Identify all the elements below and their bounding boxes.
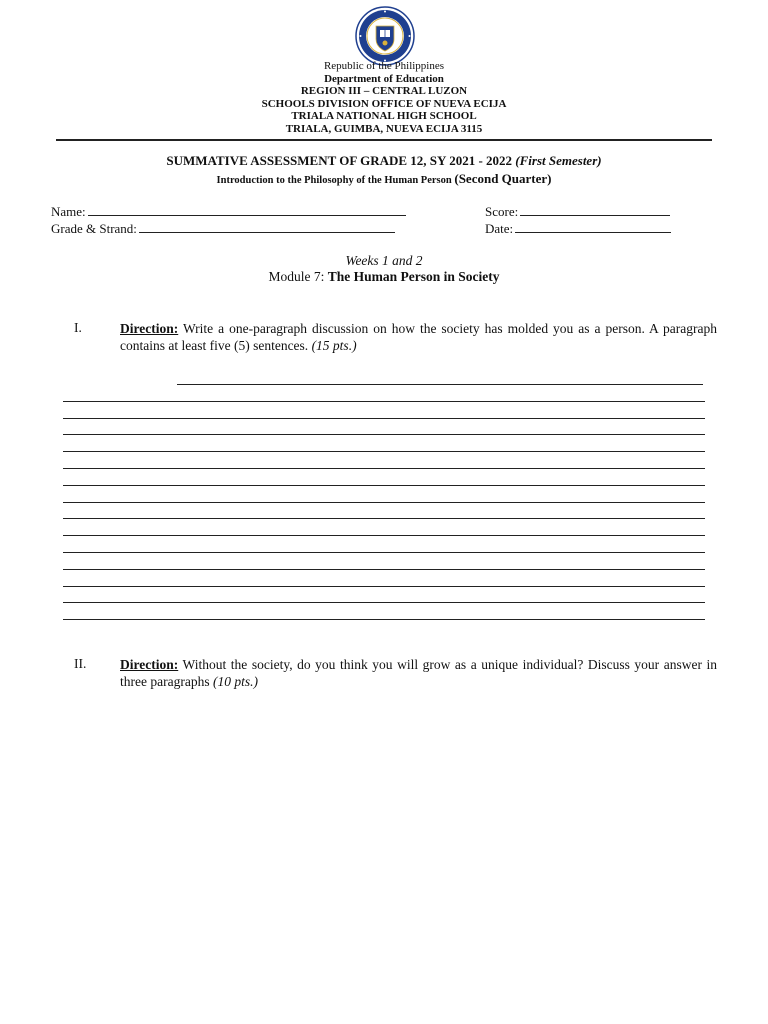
answer-line[interactable] bbox=[63, 468, 705, 469]
question-2-text bbox=[120, 656, 717, 690]
module-prefix: Module 7: bbox=[268, 269, 325, 284]
question-2-direction-label: Direction: bbox=[120, 657, 179, 672]
deped-seal-logo bbox=[355, 6, 415, 66]
answer-line[interactable] bbox=[63, 569, 705, 570]
school-text: TRIALA NATIONAL HIGH SCHOOL bbox=[291, 110, 477, 123]
grade-strand-field[interactable] bbox=[51, 220, 395, 237]
answer-line[interactable] bbox=[63, 535, 705, 536]
assessment-subtitle bbox=[0, 171, 768, 187]
answer-line[interactable] bbox=[63, 518, 705, 519]
question-1-number: I. bbox=[74, 320, 82, 335]
quarter-text: (Second Quarter) bbox=[454, 171, 552, 186]
grade-strand-label: Grade & Strand: bbox=[51, 221, 137, 236]
name-blank[interactable] bbox=[88, 203, 406, 216]
letterhead bbox=[0, 60, 768, 136]
score-field[interactable] bbox=[485, 203, 670, 220]
address-text: TRIALA, GUIMBA, NUEVA ECIJA 3115 bbox=[285, 122, 483, 135]
republic-text: Republic of the Philippines bbox=[323, 60, 445, 72]
title-main: SUMMATIVE ASSESSMENT OF GRADE 12, SY 2021 - 2022 bbox=[166, 153, 513, 168]
date-blank[interactable] bbox=[515, 220, 671, 233]
answer-line[interactable] bbox=[63, 418, 705, 419]
department-text: Department of Education bbox=[324, 72, 444, 85]
module-title: The Human Person in Society bbox=[327, 269, 500, 284]
header-divider bbox=[56, 139, 712, 141]
answer-line[interactable] bbox=[63, 619, 705, 620]
division-text: SCHOOLS DIVISION OFFICE OF NUEVA ECIJA bbox=[261, 97, 507, 110]
answer-line[interactable] bbox=[63, 451, 705, 452]
grade-strand-blank[interactable] bbox=[139, 220, 395, 233]
answer-line[interactable] bbox=[63, 552, 705, 553]
question-1-body: Write a one-paragraph discussion on how the society has molded you as a person. A paragraph contains at least five (5) sentences. bbox=[120, 321, 717, 353]
name-field[interactable] bbox=[51, 203, 406, 220]
name-label: Name: bbox=[51, 204, 86, 219]
question-1-text bbox=[120, 320, 717, 354]
date-field[interactable] bbox=[485, 220, 671, 237]
date-label: Date: bbox=[485, 221, 514, 236]
answer-line[interactable] bbox=[63, 401, 705, 402]
weeks-text: Weeks 1 and 2 bbox=[345, 253, 423, 268]
answer-line[interactable] bbox=[63, 434, 705, 435]
assessment-title bbox=[0, 153, 768, 169]
question-2-body: Without the society, do you think you will grow as a unique individual? Discuss your answer in three paragraphs bbox=[120, 657, 717, 689]
answer-line[interactable] bbox=[63, 502, 705, 503]
answer-line[interactable] bbox=[63, 586, 705, 587]
question-1-direction-label: Direction: bbox=[120, 321, 179, 336]
subject-text: Introduction to the Philosophy of the Human Person bbox=[216, 175, 452, 186]
module-heading bbox=[0, 269, 768, 285]
answer-line[interactable] bbox=[63, 485, 705, 486]
question-2-points: (10 pts.) bbox=[212, 674, 258, 689]
score-label: Score: bbox=[485, 204, 519, 219]
question-2-number: II. bbox=[74, 656, 87, 671]
question-1-points: (15 pts.) bbox=[311, 338, 357, 353]
answer-line[interactable] bbox=[177, 384, 703, 385]
score-blank[interactable] bbox=[520, 203, 670, 216]
title-semester: (First Semester) bbox=[515, 153, 602, 168]
answer-line[interactable] bbox=[63, 602, 705, 603]
region-text: REGION III – CENTRAL LUZON bbox=[300, 85, 468, 98]
